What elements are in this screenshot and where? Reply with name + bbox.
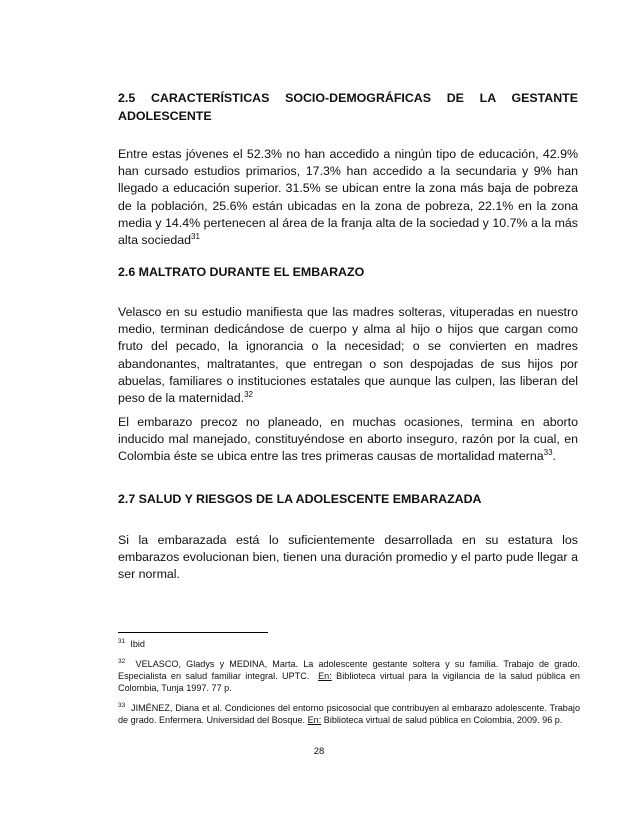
footnote-ref: 32 xyxy=(244,389,253,399)
section-2-5 xyxy=(118,89,578,125)
footnote-31 xyxy=(118,638,580,650)
footnote-text: Ibid xyxy=(130,639,145,649)
footnote-en: En: xyxy=(318,671,332,682)
footnote-32 xyxy=(118,658,580,695)
footnote-text: Biblioteca virtual para la vigilancia de la salud pública en Colombia, Tunja 1997. 77 p. xyxy=(118,671,580,694)
footnote-33 xyxy=(118,702,580,726)
footnote-en: En: xyxy=(307,715,322,726)
section-heading-2-5 xyxy=(118,89,578,125)
footnote-ref: 33 xyxy=(543,448,553,458)
paragraph-text: Entre estas jóvenes el 52.3% no han accedido a ningún tipo de educación, 42.9% han cursado estudios primarios, 17.3% han accedido a la secundaria y 9% han llegado a educación superior. 31.5% se ubican entre la zona más baja de pobreza de la población, 25.6% están ubicadas en la zona de pobreza, 22.1% en la zona media y 14.4% pertenecen al área de la franja alta de la sociedad y 10.7% a la más alta sociedad xyxy=(118,147,578,248)
paragraph-2-6-a xyxy=(118,304,578,407)
section-heading-2-6: 2.6 MALTRATO DURANTE EL EMBARAZO xyxy=(118,265,365,279)
footnote-ref: 31 xyxy=(191,231,200,241)
footnote-number: 33 xyxy=(118,701,126,709)
footnote-number: 32 xyxy=(118,657,126,665)
paragraph-2-6-b xyxy=(118,414,578,466)
paragraph-2-5 xyxy=(118,146,578,249)
paragraph-text: El embarazo precoz no planeado, en muchas ocasiones, termina en aborto inducido mal manejado, constituyéndose en aborto inseguro, razón por la cual, en Colombia éste se ubica entre las tres primeras causas de mortalidad materna xyxy=(118,415,578,464)
footnote-text: JIMÉNEZ, Diana et al. Condiciones del entorno psicosocial que contribuyen al embarazo adolescente. Trabajo de grado. Enfermera. Universidad del Bosque. xyxy=(118,703,581,726)
paragraph-text: Velasco en su estudio manifiesta que las madres solteras, vituperadas en nuestro medio, terminan dedicándose de cuerpo y alma al hijo o hijos que cargan como fruto del pecado, la ignorancia o la necesidad; o se convierten en madres abandonantes, maltratantes, que entregan o son despojadas de sus hijos por abuelas, familiares o instituciones estatales que aunque las culpen, las liberan del peso de la maternidad. xyxy=(118,305,578,406)
section-heading-2-7: 2.7 SALUD Y RIESGOS DE LA ADOLESCENTE EMBARAZADA xyxy=(118,492,482,506)
footnote-separator xyxy=(118,632,268,633)
heading-line: 2.5 CARACTERÍSTICAS SOCIO-DEMOGRÁFICAS DE LA GESTANTE xyxy=(118,91,578,105)
page-number: 28 xyxy=(313,746,325,757)
footnote-number: 31 xyxy=(118,637,126,645)
paragraph-end: . xyxy=(552,449,556,464)
footnote-text: VELASCO, Gladys y MEDINA, Marta. La adolescente gestante soltera y su familia. Trabajo de grado. Especialista en salud familiar integral. UPTC. xyxy=(118,659,580,682)
heading-line: ADOLESCENTE xyxy=(118,109,212,123)
footnote-text: Biblioteca virtual de salud pública en Colombia, 2009. 96 p. xyxy=(323,715,563,726)
paragraph-2-7: Si la embarazada está lo suficientemente desarrollada en su estatura los embarazos evolucionan bien, tienen una duración promedio y el parto pude llegar a ser normal. xyxy=(118,533,578,582)
